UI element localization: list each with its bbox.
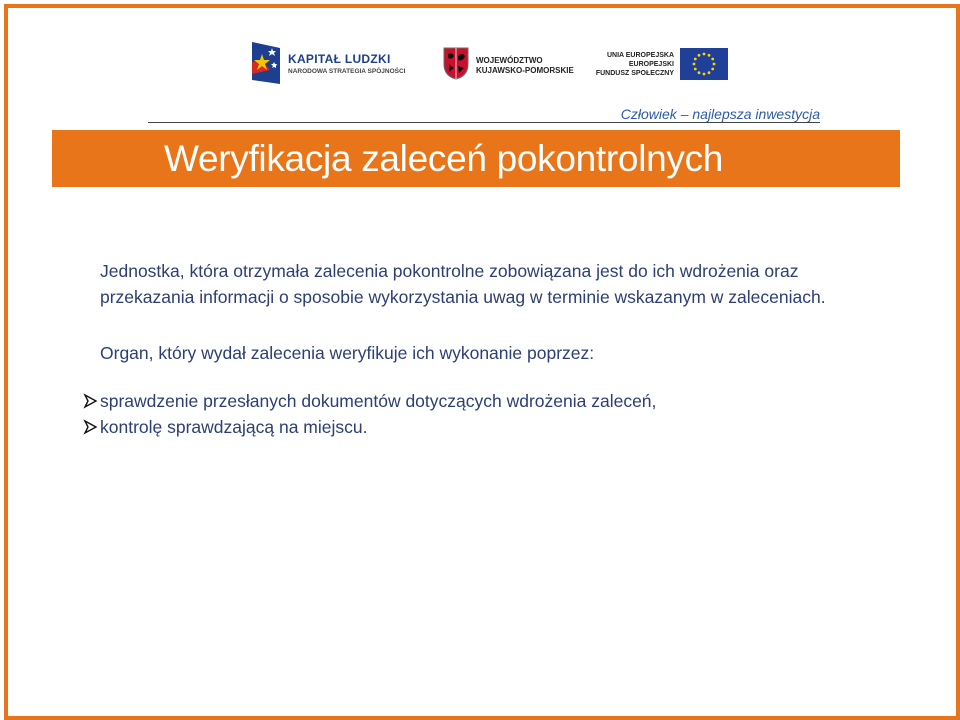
eu-logo-line2: EUROPEJSKI	[628, 61, 674, 68]
slide-content	[100, 258, 880, 440]
slide-title: Weryfikacja zaleceń pokontrolnych	[164, 138, 724, 179]
kujawsko-pomorskie-line2: KUJAWSKO-POMORSKIE	[476, 66, 574, 75]
kujawsko-pomorskie-coat-of-arms-icon	[442, 46, 470, 80]
eu-logo-line1: UNIA EUROPEJSKA	[606, 52, 674, 59]
unia-europejska-logo	[595, 46, 730, 82]
kapital-ludzki-subtitle: NARODOWA STRATEGIA SPÓJNOŚCI	[288, 68, 406, 75]
list-item	[82, 414, 880, 440]
tagline-rule	[148, 106, 820, 123]
paragraph-1: Jednostka, która otrzymała zalecenia pokontrolne zobowiązana jest do ich wdrożenia oraz przekazania informacji o sposobie wykorzystania uwag w terminie wskazanym w zaleceniach.	[100, 261, 826, 307]
eu-flag-icon	[680, 48, 728, 80]
eu-logo-line3: FUNDUSZ SPOŁECZNY	[595, 70, 674, 77]
bullet-text: kontrolę sprawdzającą na miejscu.	[100, 417, 368, 437]
kujawsko-pomorskie-logo	[440, 46, 580, 82]
list-item	[82, 388, 880, 414]
kapital-ludzki-star-flag-icon	[248, 40, 284, 88]
kujawsko-pomorskie-line1: WOJEWÓDZTWO	[476, 56, 543, 65]
tagline-text: Człowiek – najlepsza inwestycja	[620, 106, 820, 122]
kapital-ludzki-logo	[248, 40, 408, 88]
arrowhead-bullet-icon	[82, 388, 100, 414]
kapital-ludzki-title: KAPITAŁ LUDZKI	[288, 52, 391, 66]
bullet-list	[100, 388, 880, 440]
title-bar	[52, 130, 900, 187]
bullet-text: sprawdzenie przesłanych dokumentów dotyczących wdrożenia zaleceń,	[100, 391, 657, 411]
arrowhead-bullet-icon	[82, 414, 100, 440]
logo-bar	[0, 38, 960, 88]
paragraph-2: Organ, który wydał zalecenia weryfikuje ich wykonanie poprzez:	[100, 343, 595, 363]
